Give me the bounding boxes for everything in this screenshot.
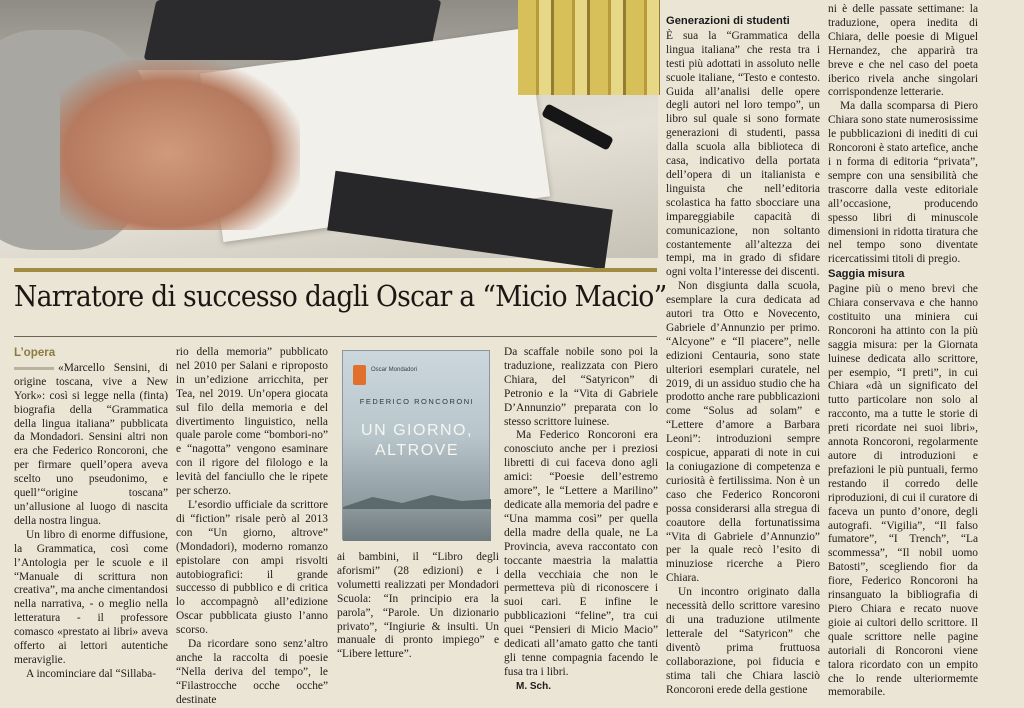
cover-title [343,421,491,461]
paragraph: L’esordio ufficiale da scrittore di “fiction” risale però al 2013 con “Un giorno, altrove” (Mondadori), moderno romanzo epistolare con ampi risvolti autobiografici: il grande successo di pubblico e di critica lo accompagnò all’edizione Oscar pubblicata giusto l’anno scorso. [176,498,328,637]
paragraph: A incominciare dal “Sillaba- [26,667,156,680]
cover-hills [343,491,491,511]
cover-series: Oscar Mondadori [371,367,418,373]
hand-shape [60,60,300,230]
headline-top-rule [14,268,657,272]
paragraph: rio della memoria” pubblicato nel 2010 per Salani e riproposto in un’edizione arricchita, per Tea, nel 2019. Un’opera giocata sul filo della memoria e del divertimento linguistico, nella quale parole come “bombori-no” e “nagotta” vengono esaminare con il rigore del filologo e la levità del fanciullo che le ripete per scherzo. [176,346,328,498]
paragraph: ai bambini, il “Libro degli aforismi” (28 edizioni) e i volumetti realizzati per Mondadori Scuola: “In principio era la parola”, “Parole. Un dizionario privato”, “Ingiurie & insulti. Un manuale di pronto impiego” e “Libere letture”. [337,551,499,661]
paragraph: Da ricordare sono senz’altro anche la raccolta di poesie “Nella deriva del tempo”, le “Filastrocche ocche ocche” destinate [176,638,328,706]
cover-author: FEDERICO RONCORONI [359,397,475,406]
paragraph: Non disgiunta dalla scuola, esemplare la cura dedicata ad autori tra Otto e Novecento, Gabriele d’Annunzio per primo. “Alcyone” e “Il piacere”, nelle edizioni Centauria, sono state ulteriori esemplari curatele, nel 2019, di un assiduo studio che ha prodotto anche rare pubblicazioni come “Solus ad solam” e “Lettere d’amore a Barbara Leoni”: introduzioni sempre cospicue, apparati di note in cui la coniugazione di competenza e curiosità è fertilissima. Non è un caso che Federico Roncoroni possa considerarsi alla stregua di coautore della fortunatissima “Vita di Gabriele d’Annunzio” per la quale recò l’esito di minuziose ricerche a Piero Chiara. [666,280,820,585]
paragraph: È sua la “Grammatica della lingua italiana” che resta tra i testi più adottati in assoluto nelle scuole italiane, “Testo e contesto. Guida all’analisi delle opere degli autori nel loro tempo”, un libro sul quale si sono formate generazioni di studenti, passa dalla scuola alla biblioteca di casa, indicativo della portata dell’opera di un italianista e linguista che nell’editoria scolastica ha fatto sbocciare una impareggiabile capacità di comunicazione, non soltanto costantemente all’altezza dei tempi, ma in grado di sfidare ogni volta l’interesse dei discenti. [666,29,820,279]
paragraph [14,362,168,529]
paragraph: Da scaffale nobile sono poi la traduzione, realizzata con Piero Chiara, del “Satyricon” di Petronio e la “Vita di Gabriele D’Annunzio” preparata con lo stesso scrittore luinese. [504,346,658,428]
subheading: Saggia misura [828,268,905,281]
bookshelf-photo [518,0,660,95]
paragraph: Un incontro originato dalla necessità dello scrittore varesino di una traduzione utilmente letterale del “Satyricon” che diventò prima fruttuosa collaborazione, poi fiducia e stima tali che Chiara lasciò Roncoroni erede della gestione [666,586,820,696]
kicker-label: L’opera [14,346,56,359]
cover-lake [343,509,491,541]
paragraph: Ma Federico Roncoroni era conosciuto anche per i preziosi libretti di cui faceva dono agli amici: “Poesie dell’estremo amore”, le “Lettere a Marilino” dedicate alla memoria del padre e “Una mamma così” per quella della madre della quale, ne La Provincia, aveva raccontato con toccante maestria la malattia della vecchiaia che non le permetteva più di riconoscere i suoi cari. E infine le pubblicazioni “feline”, tra cui quei “Pensieri di Micio Macio” dedicati all’amato gatto che tanti gli tenne compagnia facendo le fusa tra i libri. [504,429,658,678]
column-1 [14,346,168,682]
publisher-logo [353,365,366,385]
paragraph-text: «Marcello Sensini, di origine toscana, vive a New York»: così si legge nella (finta) biografia della “Grammatica della lingua italiana” pubblicata da Mondadori. Sensini altri non era che Federico Roncoroni, che per firmare quell’opera aveva scelto uno pseudonimo, e quell’“origine toscana” un’allusione al luogo di nascita della nostra lingua. [14,361,168,527]
column-3 [337,551,499,662]
book-cover-image [342,350,490,540]
article-headline: Narratore di successo dagli Oscar a “Micio Macio” [14,279,667,313]
paragraph: Ma dalla scomparsa di Piero Chiara sono state numerosissime le pubblicazioni di inediti di cui Roncoroni è stato artefice, anche i n forma di editoria “privata”, sempre con una sensibilità che trascorre dalla veste editoriale all’occasione, producendo spesso libri di minuscole dimensioni in ridotta tiratura che nel tempo sono diventate ricercatissimi titoli di pregio. [828,100,978,266]
cover-title-line: ALTROVE [375,442,459,459]
column-2 [176,346,328,708]
column-5 [666,14,820,697]
cover-title-line: UN GIORNO, [361,422,473,439]
dash-marker [14,367,54,370]
headline-bottom-rule [14,336,657,337]
paragraph: Un libro di enorme diffusione, la Grammatica, così come l’Antologia per le scuole e il “Manuale di scrittura non creativa”, ma anche cimentandosi nella narrativa, - o meglio nella letteratura - il professore comasco «prestato ai libri» aveva offerto ai lettori autentiche meraviglie. [14,528,168,666]
paragraph: ni è delle passate settimane: la traduzione, opera inedita di Chiara, delle poesie di Miguel Hernandez, che apparirà tra breve e che nel caso del poeta iberico rivela anche singolari corrispondenze letterarie. [828,3,978,99]
paragraph: Pagine più o meno brevi che Chiara conservava e che hanno costituito una miniera cui Roncoroni ha attinto con la più saggia misura: per la Giornata luinese dedicata allo scrittore, per esempio, “I preti”, in cui Chiara «dà un significato del tutto particolare non solo al racconto, ma a tutte le storie di preti ricordate nei suoi libri», annota Roncoroni, regolarmente autore di introduzioni e prefazioni le più puntuali, fermo restando il corredo delle riproduzioni, di cui il curatore di faceva un punto d’onore, degli autografi. “Vigilia”, “Il falso fumatore”, “I Trench”, “La scommessa”, “Il nobil uomo Batosti”, scegliendo fior da fiore, Federico Roncoroni ha rinsanguato la bibliografia di Piero Chiara e recato nuove gioie ai cultori dello scrittore. Il quale scrittore nelle pagine autoriali di Roncoroni viene talora ricordato con un empito che lo rende ulteriormemte memorabile. [828,283,978,699]
column-4 [504,346,658,694]
subheading: Generazioni di studenti [666,15,790,27]
author-signature: M. Sch. [516,680,552,692]
column-6 [828,3,978,700]
